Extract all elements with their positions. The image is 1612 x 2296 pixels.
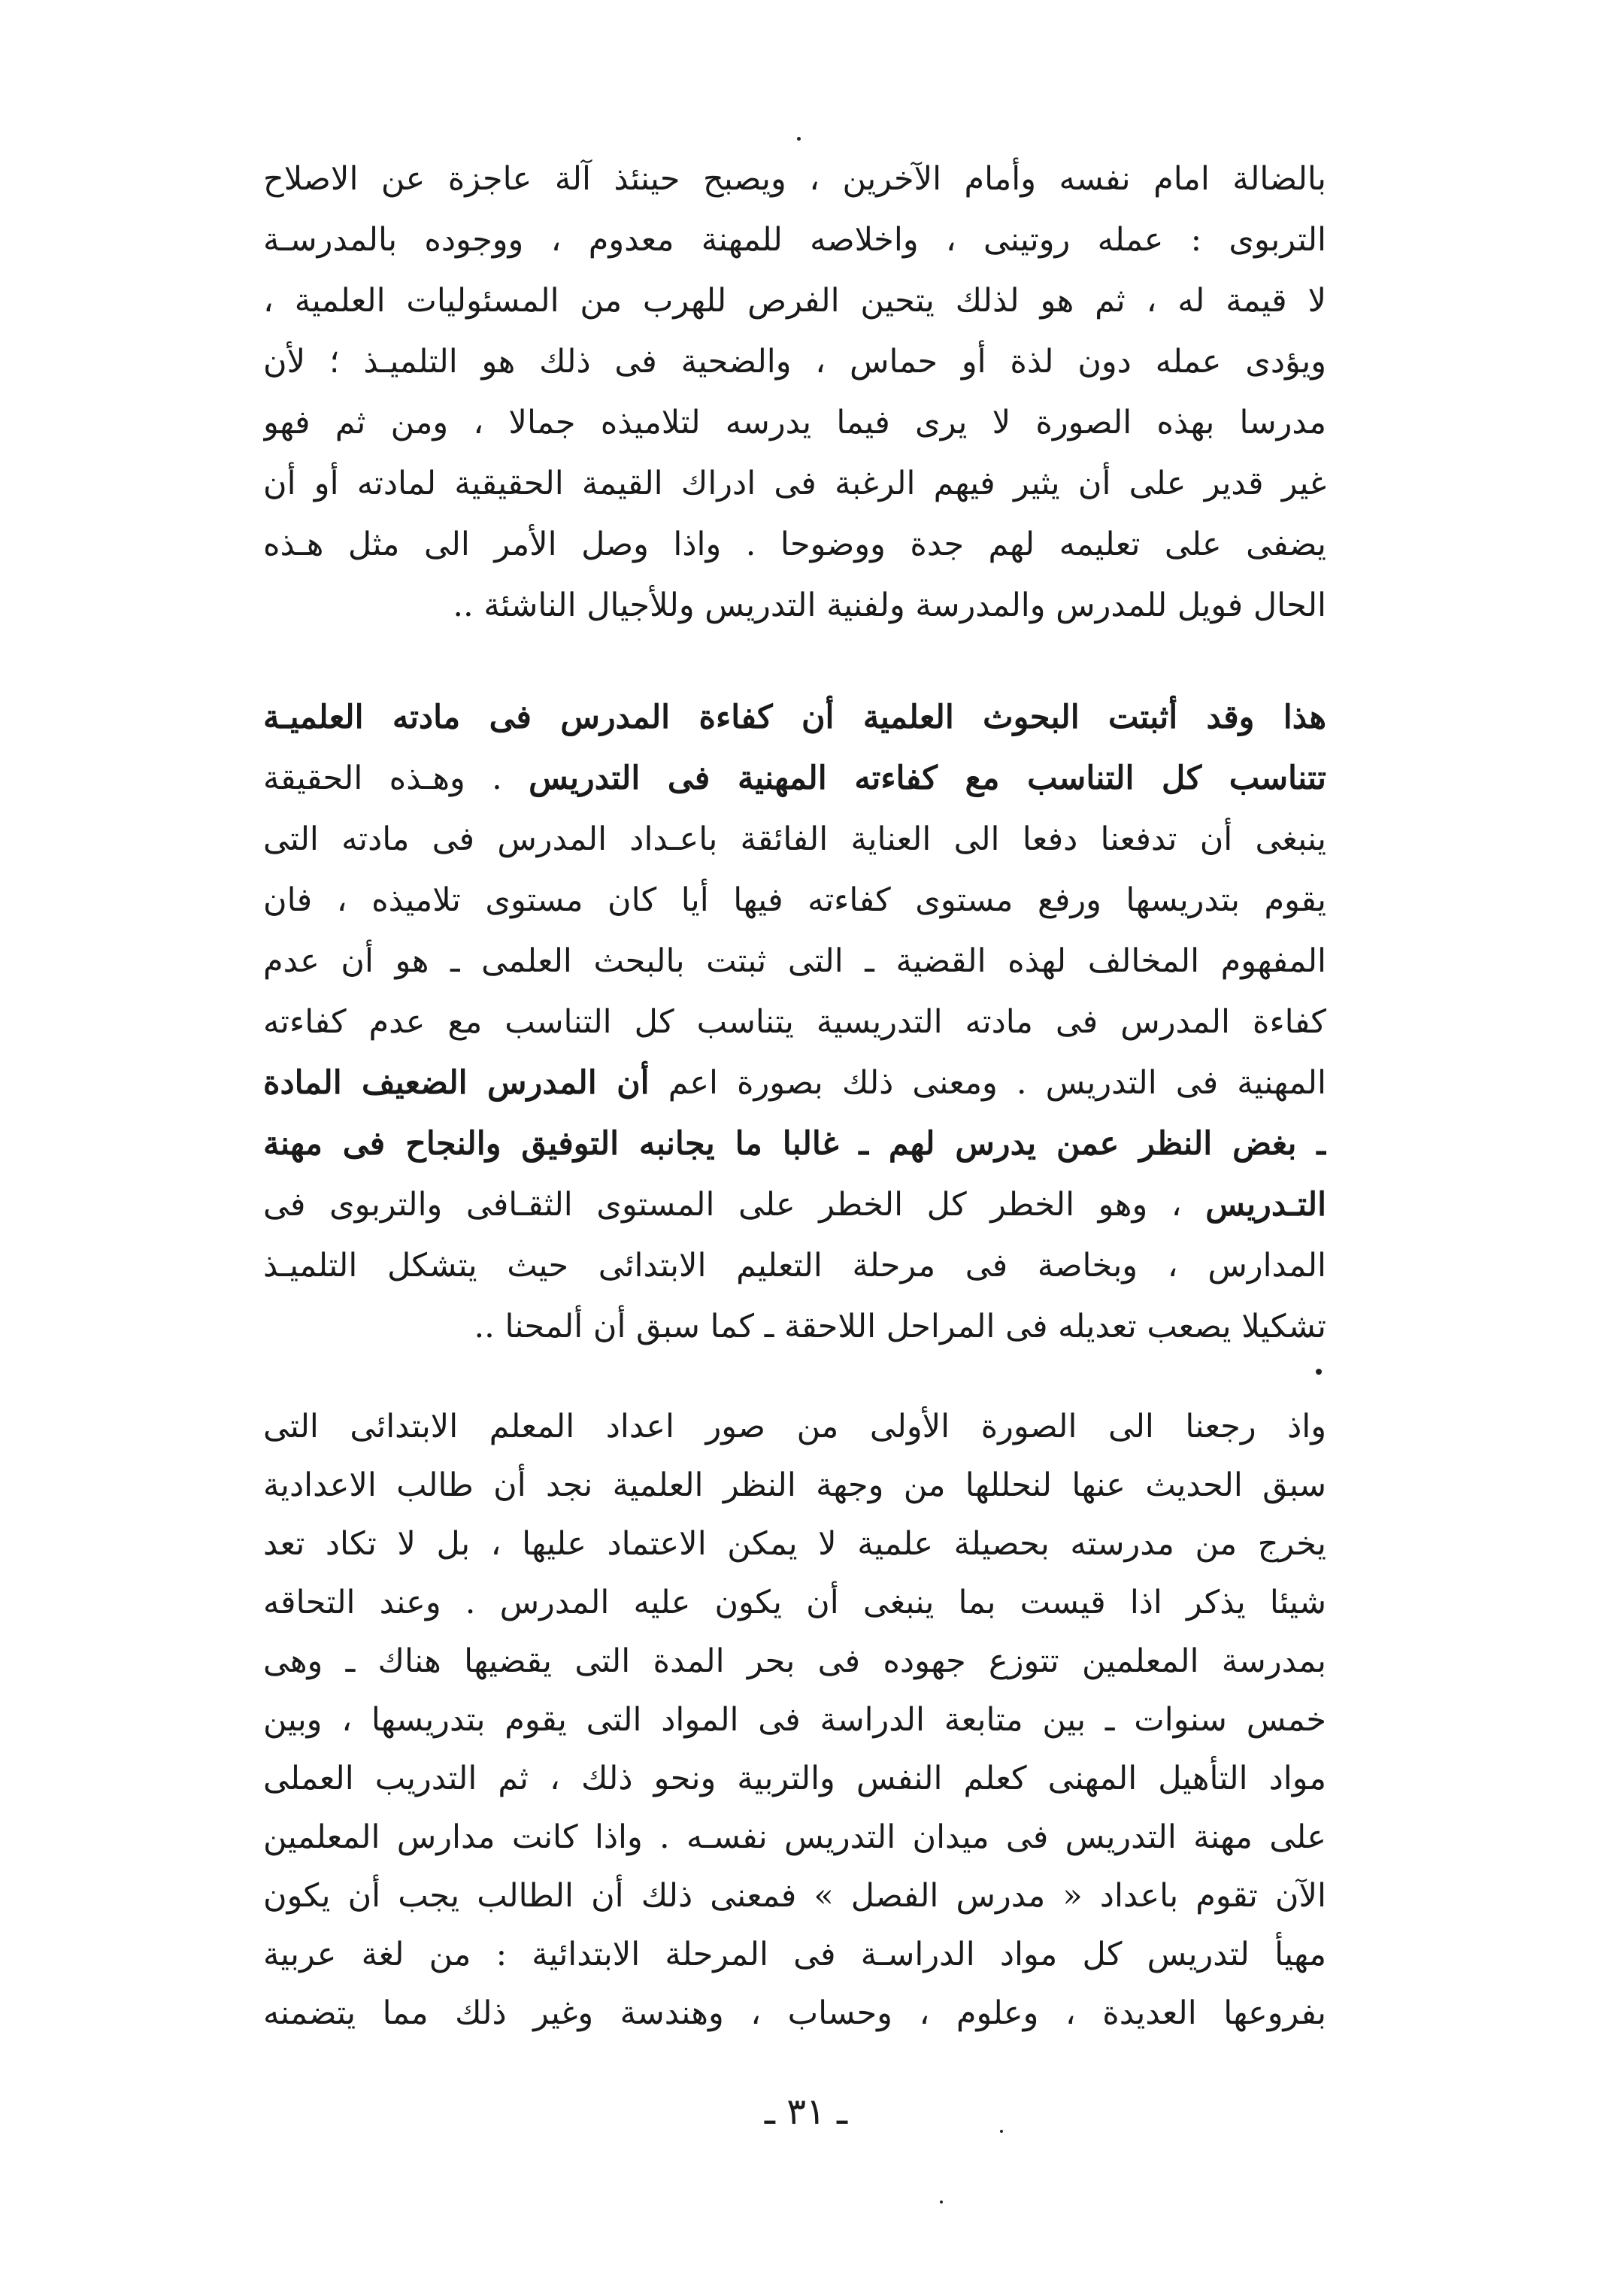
regular-text: المدارس ، وبخاصة فى مرحلة التعليم الابتدائى حيث يتشكل التلميـذ	[263, 1247, 1326, 1284]
paragraph-line: بالضالة امام نفسه وأمام الآخرين ، ويصبح حينئذ آلة عاجزة عن الاصلاح	[263, 160, 1326, 198]
page-number: ـ ٣١ ـ	[764, 2091, 848, 2133]
regular-text: المهنية فى التدريس . ومعنى ذلك بصورة اعم	[649, 1064, 1326, 1102]
paragraph-line	[263, 687, 1326, 748]
paragraph-line	[263, 1053, 1326, 1114]
bold-text: تتناسب كل التناسب مع كفاءته المهنية فى التدريس	[529, 760, 1326, 797]
paragraph-line: الآن تقوم باعداد « مدرس الفصل » فمعنى ذلك أن الطالب يجب أن يكون	[263, 1877, 1326, 1915]
paragraph-3	[263, 1397, 1326, 2043]
bold-text: أن المدرس الضعيف المادة	[263, 1064, 650, 1102]
regular-text: تشكيلا يصعب تعديله فى المراحل اللاحقة ـ كما سبق أن ألمحنا ..	[474, 1308, 1326, 1345]
bold-text: ـ بغض النظر عمن يدرس لهم ـ غالبا ما يجانبه التوفيق والنجاح فى مهنة	[263, 1125, 1326, 1163]
paragraph-line	[263, 1114, 1326, 1175]
paragraph-line	[263, 1236, 1326, 1297]
paragraph-line: يخرج من مدرسته بحصيلة علمية لا يمكن الاعتماد عليها ، بل لا تكاد تعد	[263, 1525, 1326, 1563]
paragraph-line	[263, 1175, 1326, 1236]
paragraph-line: شيئا يذكر اذا قيست بما ينبغى أن يكون عليه المدرس . وعند التحاقه	[263, 1584, 1326, 1621]
bold-text: هذا وقد أثبتت البحوث العلمية أن كفاءة المدرس فى مادته العلميـة	[263, 699, 1326, 736]
paragraph-line	[263, 1297, 1326, 1357]
paragraph-line	[263, 931, 1326, 992]
paragraph-line: على مهنة التدريس فى ميدان التدريس نفسـه . واذا كانت مدارس المعلمين	[263, 1818, 1326, 1856]
paragraph-line: مدرسا بهذه الصورة لا يرى فيما يدرسه لتلاميذه جمالا ، ومن ثم فهو	[263, 404, 1326, 441]
paragraph-line: مهيأ لتدريس كل مواد الدراسـة فى المرحلة الابتدائية : من لغة عربية	[263, 1936, 1326, 1973]
paragraph-line: بفروعها العديدة ، وعلوم ، وحساب ، وهندسة وغير ذلك مما يتضمنه	[263, 1994, 1326, 2032]
paragraph-2	[263, 687, 1326, 1357]
bold-text: التـدريس	[1205, 1186, 1326, 1224]
paragraph-line: مواد التأهيل المهنى كعلم النفس والتربية ونحو ذلك ، ثم التدريب العملى	[263, 1760, 1326, 1797]
paragraph-1	[263, 149, 1326, 636]
regular-text: . وهـذه الحقيقة	[263, 760, 529, 797]
paragraph-line	[263, 809, 1326, 870]
regular-text: ينبغى أن تدفعنا دفعا الى العناية الفائقة باعـداد المدرس فى مادته التى	[263, 820, 1326, 858]
paragraph-line	[263, 748, 1326, 809]
paragraph-line: يضفى على تعليمه لهم جدة ووضوحا . واذا وصل الأمر الى مثل هـذه	[263, 526, 1326, 563]
regular-text: المفهوم المخالف لهذه القضية ـ التى ثبتت بالبحث العلمى ـ هو أن عدم	[263, 942, 1326, 980]
paragraph-line: التربوى : عمله روتينى ، واخلاصه للمهنة معدوم ، ووجوده بالمدرسـة	[263, 221, 1326, 259]
paragraph-line: خمس سنوات ـ بين متابعة الدراسة فى المواد التى يقوم بتدريسها ، وبين	[263, 1701, 1326, 1739]
regular-text: يقوم بتدريسها ورفع مستوى كفاءته فيها أيا كان مستوى تلاميذه ، فان	[263, 881, 1326, 919]
scan-speck	[797, 137, 801, 141]
paragraph-line: لا قيمة له ، ثم هو لذلك يتحين الفرص للهرب من المسئوليات العلمية ،	[263, 282, 1326, 320]
paragraph-line: واذ رجعنا الى الصورة الأولى من صور اعداد المعلم الابتدائى التى	[263, 1408, 1326, 1445]
paragraph-line	[263, 992, 1326, 1053]
paragraph-line: غير قدير على أن يثير فيهم الرغبة فى ادراك القيمة الحقيقية لمادته أو أن	[263, 465, 1326, 502]
scan-speck	[1000, 2130, 1003, 2133]
paragraph-line: ويؤدى عمله دون لذة أو حماس ، والضحية فى ذلك هو التلميـذ ؛ لأن	[263, 343, 1326, 381]
scan-speck	[1316, 1369, 1322, 1375]
regular-text: كفاءة المدرس فى مادته التدريسية يتناسب كل التناسب مع عدم كفاءته	[263, 1003, 1326, 1041]
regular-text: ، وهو الخطر كل الخطر على المستوى الثقـافى والتربوى فى	[263, 1186, 1206, 1224]
paragraph-line: سبق الحديث عنها لنحللها من وجهة النظر العلمية نجد أن طالب الاعدادية	[263, 1466, 1326, 1504]
paragraph-line: بمدرسة المعلمين تتوزع جهوده فى بحر المدة التى يقضيها هناك ـ وهى	[263, 1642, 1326, 1680]
paragraph-line: الحال فويل للمدرس والمدرسة ولفنية التدريس وللأجيال الناشئة ..	[453, 587, 1326, 624]
paragraph-line	[263, 870, 1326, 931]
scan-speck	[940, 2200, 943, 2203]
